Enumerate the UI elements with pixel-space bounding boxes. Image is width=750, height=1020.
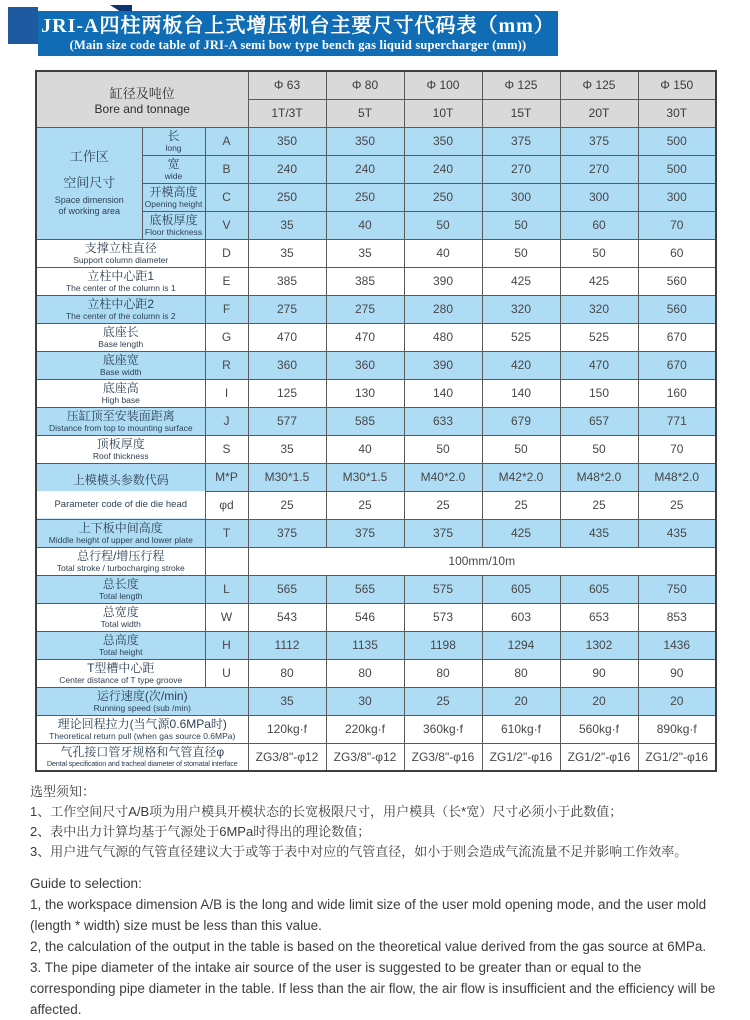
value-cell: 375 bbox=[326, 519, 404, 547]
value-cell: 70 bbox=[638, 435, 716, 463]
value-cell: 80 bbox=[248, 659, 326, 687]
value-cell: 300 bbox=[638, 183, 716, 211]
value-cell: 140 bbox=[482, 379, 560, 407]
value-cell: 25 bbox=[404, 687, 482, 715]
value-cell: 40 bbox=[326, 435, 404, 463]
value-cell: 480 bbox=[404, 323, 482, 351]
value-cell: 40 bbox=[326, 211, 404, 239]
table-row bbox=[36, 519, 716, 547]
value-cell: 425 bbox=[482, 519, 560, 547]
table-row bbox=[36, 743, 716, 771]
row-label: 总宽度 Total width bbox=[36, 603, 205, 631]
table-row bbox=[36, 127, 716, 155]
row-label: 气孔接口管牙规格和气管直径φ Dental specification and tracheal diameter of stomatal interface bbox=[36, 743, 248, 771]
value-cell: 560kg·f bbox=[560, 715, 638, 743]
table-row bbox=[36, 351, 716, 379]
bore-header-cell: Φ 150 bbox=[638, 71, 716, 99]
bore-header-cell: Φ 80 bbox=[326, 71, 404, 99]
value-cell: 525 bbox=[560, 323, 638, 351]
title-banner bbox=[0, 0, 750, 62]
value-cell: 350 bbox=[404, 127, 482, 155]
code-cell: F bbox=[205, 295, 248, 323]
value-cell: 320 bbox=[560, 295, 638, 323]
value-cell: 385 bbox=[248, 267, 326, 295]
note-en-item: 1, the workspace dimension A/B is the long and wide limit size of the user mold opening mode, and the user mold (length * width) size must be less than this value. bbox=[30, 897, 707, 933]
notes-en-block bbox=[30, 873, 730, 1020]
code-cell: G bbox=[205, 323, 248, 351]
row-label: T型槽中心距 Center distance of T type groove bbox=[36, 659, 205, 687]
code-cell: R bbox=[205, 351, 248, 379]
table-row bbox=[36, 435, 716, 463]
tonnage-header-cell: 20T bbox=[560, 99, 638, 127]
value-cell: 35 bbox=[248, 687, 326, 715]
code-cell: M*P bbox=[205, 463, 248, 491]
value-cell: 300 bbox=[482, 183, 560, 211]
table-row bbox=[36, 547, 716, 575]
value-cell: 565 bbox=[248, 575, 326, 603]
value-cell: 240 bbox=[404, 155, 482, 183]
value-cell: 20 bbox=[560, 687, 638, 715]
value-cell: 300 bbox=[560, 183, 638, 211]
row-label: 底板厚度 Floor thickness bbox=[142, 211, 205, 239]
tonnage-header-cell: 1T/3T bbox=[248, 99, 326, 127]
row-label: 底座高 High base bbox=[36, 379, 205, 407]
value-cell: 250 bbox=[326, 183, 404, 211]
value-cell: 50 bbox=[482, 211, 560, 239]
value-cell: 565 bbox=[326, 575, 404, 603]
table-row bbox=[36, 659, 716, 687]
value-cell: ZG1/2"-φ16 bbox=[482, 743, 560, 771]
value-cell: 270 bbox=[560, 155, 638, 183]
value-cell: 25 bbox=[560, 491, 638, 519]
value-cell: 771 bbox=[638, 407, 716, 435]
value-cell: ZG3/8"-φ16 bbox=[404, 743, 482, 771]
value-cell: M42*2.0 bbox=[482, 463, 560, 491]
page-title: JRI-A四柱两板台上式增压机台主要尺寸代码表（mm） bbox=[41, 15, 555, 37]
value-cell: 35 bbox=[248, 211, 326, 239]
row-label: 宽 wide bbox=[142, 155, 205, 183]
code-cell: A bbox=[205, 127, 248, 155]
value-cell: 360 bbox=[248, 351, 326, 379]
value-cell: 150 bbox=[560, 379, 638, 407]
value-cell: 385 bbox=[326, 267, 404, 295]
value-cell: 573 bbox=[404, 603, 482, 631]
note-zh-item: 2、表中出力计算均基于气源处于6MPa时得出的理论数值； bbox=[30, 824, 371, 839]
value-cell: 525 bbox=[482, 323, 560, 351]
value-cell: 585 bbox=[326, 407, 404, 435]
note-zh-item: 1、工作空间尺寸A/B项为用户模具开模状态的长宽极限尺寸，用户模具（长*宽）尺寸必须小于此数值； bbox=[30, 804, 623, 819]
value-cell: 560 bbox=[638, 295, 716, 323]
value-cell: 35 bbox=[248, 435, 326, 463]
row-label: 压缸顶至安装面距离 Distance from top to mounting surface bbox=[36, 407, 205, 435]
value-cell: M48*2.0 bbox=[560, 463, 638, 491]
value-cell: 250 bbox=[404, 183, 482, 211]
value-cell: 653 bbox=[560, 603, 638, 631]
value-cell: 425 bbox=[560, 267, 638, 295]
table-row bbox=[36, 631, 716, 659]
code-cell: I bbox=[205, 379, 248, 407]
bore-header-cell: Φ 100 bbox=[404, 71, 482, 99]
value-cell: 270 bbox=[482, 155, 560, 183]
value-cell: 35 bbox=[248, 239, 326, 267]
code-cell bbox=[205, 547, 248, 575]
value-cell: 577 bbox=[248, 407, 326, 435]
value-cell: 125 bbox=[248, 379, 326, 407]
value-cell: 1436 bbox=[638, 631, 716, 659]
value-cell: M40*2.0 bbox=[404, 463, 482, 491]
table-row bbox=[36, 715, 716, 743]
value-cell: 40 bbox=[404, 239, 482, 267]
value-cell: 560 bbox=[638, 267, 716, 295]
value-cell: 220kg·f bbox=[326, 715, 404, 743]
value-cell: 543 bbox=[248, 603, 326, 631]
header-row-bore bbox=[36, 71, 716, 99]
row-label: 底座长 Base length bbox=[36, 323, 205, 351]
value-cell: 80 bbox=[326, 659, 404, 687]
group-label-workarea: 工作区 空间尺寸 Space dimension of working area bbox=[36, 127, 142, 239]
value-cell: 100mm/10m bbox=[248, 547, 716, 575]
value-cell: 50 bbox=[482, 435, 560, 463]
value-cell: 50 bbox=[404, 211, 482, 239]
tonnage-header-cell: 15T bbox=[482, 99, 560, 127]
value-cell: 350 bbox=[248, 127, 326, 155]
value-cell: 500 bbox=[638, 127, 716, 155]
value-cell: 360kg·f bbox=[404, 715, 482, 743]
code-cell: C bbox=[205, 183, 248, 211]
code-cell: L bbox=[205, 575, 248, 603]
page-subtitle: (Main size code table of JRI-A semi bow type bench gas liquid supercharger (mm)) bbox=[69, 38, 527, 52]
value-cell: 470 bbox=[248, 323, 326, 351]
code-cell: J bbox=[205, 407, 248, 435]
value-cell: 375 bbox=[248, 519, 326, 547]
value-cell: 280 bbox=[404, 295, 482, 323]
table-row bbox=[36, 239, 716, 267]
value-cell: 240 bbox=[326, 155, 404, 183]
value-cell: 890kg·f bbox=[638, 715, 716, 743]
value-cell: 50 bbox=[560, 239, 638, 267]
row-label: 总行程/增压行程 Total stroke / turbocharging stroke bbox=[36, 547, 205, 575]
value-cell: M30*1.5 bbox=[326, 463, 404, 491]
value-cell: 605 bbox=[560, 575, 638, 603]
value-cell: 35 bbox=[326, 239, 404, 267]
value-cell: M48*2.0 bbox=[638, 463, 716, 491]
value-cell: 25 bbox=[404, 491, 482, 519]
code-cell: φd bbox=[205, 491, 248, 519]
value-cell: 20 bbox=[482, 687, 560, 715]
value-cell: 160 bbox=[638, 379, 716, 407]
code-cell: W bbox=[205, 603, 248, 631]
row-label: 支撑立柱直径 Support column diameter bbox=[36, 239, 205, 267]
value-cell: 375 bbox=[560, 127, 638, 155]
value-cell: 20 bbox=[638, 687, 716, 715]
code-cell: T bbox=[205, 519, 248, 547]
value-cell: 603 bbox=[482, 603, 560, 631]
value-cell: 50 bbox=[404, 435, 482, 463]
value-cell: 275 bbox=[326, 295, 404, 323]
value-cell: 30 bbox=[326, 687, 404, 715]
value-cell: 25 bbox=[638, 491, 716, 519]
value-cell: 250 bbox=[248, 183, 326, 211]
value-cell: 275 bbox=[248, 295, 326, 323]
value-cell: 1294 bbox=[482, 631, 560, 659]
table-row bbox=[36, 267, 716, 295]
value-cell: 90 bbox=[638, 659, 716, 687]
table-row bbox=[36, 407, 716, 435]
row-label: 总长度 Total length bbox=[36, 575, 205, 603]
spec-table bbox=[35, 70, 717, 772]
value-cell: ZG1/2"-φ16 bbox=[638, 743, 716, 771]
row-label: 立柱中心距2 The center of the column is 2 bbox=[36, 295, 205, 323]
row-label: 顶板厚度 Roof thickness bbox=[36, 435, 205, 463]
value-cell: 50 bbox=[482, 239, 560, 267]
table-row bbox=[36, 463, 716, 491]
value-cell: 120kg·f bbox=[248, 715, 326, 743]
value-cell: 470 bbox=[326, 323, 404, 351]
note-en-item: 3. The pipe diameter of the intake air source of the user is suggested to be greater than or equal to the corresponding pipe diameter in the table. If less than the air flow, the air flow is insufficient and the efficiency will be affected. bbox=[30, 960, 716, 1017]
row-label: 上下板中间高度 Middle height of upper and lower plate bbox=[36, 519, 205, 547]
notes-zh-heading: 选型须知： bbox=[30, 784, 96, 799]
value-cell: ZG3/8"-φ12 bbox=[248, 743, 326, 771]
value-cell: 70 bbox=[638, 211, 716, 239]
value-cell: 546 bbox=[326, 603, 404, 631]
value-cell: 575 bbox=[404, 575, 482, 603]
row-label: 开模高度 Opening height bbox=[142, 183, 205, 211]
value-cell: 390 bbox=[404, 267, 482, 295]
note-zh-item: 3、用户进气气源的气管直径建议大于或等于表中对应的气管直径，如小于则会造成气流流量不足并影响工作效率。 bbox=[30, 844, 688, 859]
bore-header-cell: Φ 63 bbox=[248, 71, 326, 99]
value-cell: 360 bbox=[326, 351, 404, 379]
tonnage-header-cell: 5T bbox=[326, 99, 404, 127]
value-cell: 750 bbox=[638, 575, 716, 603]
row-label: 长 long bbox=[142, 127, 205, 155]
tonnage-header-cell: 10T bbox=[404, 99, 482, 127]
notes-en-heading: Guide to selection: bbox=[30, 876, 142, 891]
value-cell: 240 bbox=[248, 155, 326, 183]
table-row bbox=[36, 379, 716, 407]
value-cell: 853 bbox=[638, 603, 716, 631]
value-cell: 435 bbox=[638, 519, 716, 547]
value-cell: 605 bbox=[482, 575, 560, 603]
value-cell: ZG3/8"-φ12 bbox=[326, 743, 404, 771]
row-label: 立柱中心距1 The center of the column is 1 bbox=[36, 267, 205, 295]
selection-notes bbox=[30, 782, 730, 1020]
bore-header-cell: Φ 125 bbox=[482, 71, 560, 99]
code-cell: E bbox=[205, 267, 248, 295]
value-cell: 50 bbox=[560, 435, 638, 463]
value-cell: 679 bbox=[482, 407, 560, 435]
code-cell: H bbox=[205, 631, 248, 659]
code-cell: D bbox=[205, 239, 248, 267]
value-cell: 1198 bbox=[404, 631, 482, 659]
value-cell: 657 bbox=[560, 407, 638, 435]
value-cell: 90 bbox=[560, 659, 638, 687]
value-cell: 425 bbox=[482, 267, 560, 295]
value-cell: 633 bbox=[404, 407, 482, 435]
value-cell: ZG1/2"-φ16 bbox=[560, 743, 638, 771]
value-cell: 80 bbox=[404, 659, 482, 687]
bore-header-cell: Φ 125 bbox=[560, 71, 638, 99]
value-cell: 500 bbox=[638, 155, 716, 183]
decor-square bbox=[8, 7, 38, 44]
row-label: 理论回程拉力(当气源0.6MPa时) Theoretical return pull (when gas source 0.6MPa) bbox=[36, 715, 248, 743]
value-cell: 420 bbox=[482, 351, 560, 379]
banner-ribbon bbox=[38, 11, 558, 56]
row-label: 运行速度(次/min) Running speed (sub /min) bbox=[36, 687, 248, 715]
corner-cell: 缸径及吨位 Bore and tonnage bbox=[36, 71, 248, 127]
value-cell: 435 bbox=[560, 519, 638, 547]
table-row bbox=[36, 295, 716, 323]
table-row bbox=[36, 603, 716, 631]
code-cell: V bbox=[205, 211, 248, 239]
value-cell: 60 bbox=[560, 211, 638, 239]
value-cell: 130 bbox=[326, 379, 404, 407]
code-cell: S bbox=[205, 435, 248, 463]
value-cell: 610kg·f bbox=[482, 715, 560, 743]
value-cell: 80 bbox=[482, 659, 560, 687]
note-en-item: 2, the calculation of the output in the table is based on the theoretical value derived from the gas source at 6MPa. bbox=[30, 939, 707, 954]
table-row bbox=[36, 575, 716, 603]
value-cell: 390 bbox=[404, 351, 482, 379]
value-cell: M30*1.5 bbox=[248, 463, 326, 491]
row-label: 总高度 Total height bbox=[36, 631, 205, 659]
code-cell: U bbox=[205, 659, 248, 687]
value-cell: 670 bbox=[638, 323, 716, 351]
value-cell: 470 bbox=[560, 351, 638, 379]
group-label-diehead: 上模模头参数代码 Parameter code of die die head bbox=[36, 463, 205, 519]
value-cell: 25 bbox=[248, 491, 326, 519]
row-label: 底座宽 Base width bbox=[36, 351, 205, 379]
value-cell: 1302 bbox=[560, 631, 638, 659]
value-cell: 1112 bbox=[248, 631, 326, 659]
code-cell: B bbox=[205, 155, 248, 183]
value-cell: 25 bbox=[482, 491, 560, 519]
value-cell: 375 bbox=[482, 127, 560, 155]
value-cell: 375 bbox=[404, 519, 482, 547]
value-cell: 140 bbox=[404, 379, 482, 407]
value-cell: 60 bbox=[638, 239, 716, 267]
value-cell: 25 bbox=[326, 491, 404, 519]
table-row bbox=[36, 687, 716, 715]
value-cell: 320 bbox=[482, 295, 560, 323]
value-cell: 1135 bbox=[326, 631, 404, 659]
table-row bbox=[36, 323, 716, 351]
value-cell: 350 bbox=[326, 127, 404, 155]
value-cell: 670 bbox=[638, 351, 716, 379]
tonnage-header-cell: 30T bbox=[638, 99, 716, 127]
